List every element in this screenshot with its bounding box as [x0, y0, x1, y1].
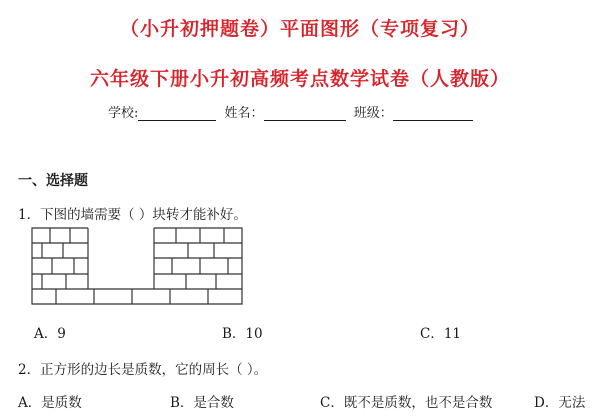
question-1-text: 1．下图的墙需要（ ）块转才能补好。	[18, 207, 247, 223]
name-blank[interactable]	[264, 106, 346, 121]
wall-outline	[32, 228, 242, 304]
q1-option-c[interactable]: C．11	[420, 326, 462, 342]
student-info-row	[108, 102, 477, 121]
q2-option-b[interactable]: B．是合数	[170, 395, 234, 411]
title-line-2: 六年级下册小升初高频考点数学试卷（人教版）	[89, 68, 510, 90]
school-label: 学校:	[108, 106, 139, 121]
section-title: 一、选择题	[18, 173, 88, 189]
class-blank[interactable]	[393, 106, 473, 121]
title-line-1: （小升初押题卷）平面图形（专项复习）	[119, 18, 480, 40]
q2-option-c[interactable]: C．既不是质数，也不是合数	[320, 395, 493, 411]
q1-option-a[interactable]: A．9	[34, 326, 66, 342]
question-2-text: 2．正方形的边长是质数，它的周长（ ）。	[18, 362, 268, 378]
q2-option-a[interactable]: A．是质数	[18, 395, 82, 411]
school-blank[interactable]	[138, 106, 216, 121]
name-label: 姓名：	[224, 106, 264, 121]
class-label: 班级：	[353, 106, 393, 121]
brick-wall-figure	[30, 226, 244, 306]
q2-option-d[interactable]: D．无法	[534, 395, 586, 411]
q1-option-b[interactable]: B．10	[222, 326, 263, 342]
